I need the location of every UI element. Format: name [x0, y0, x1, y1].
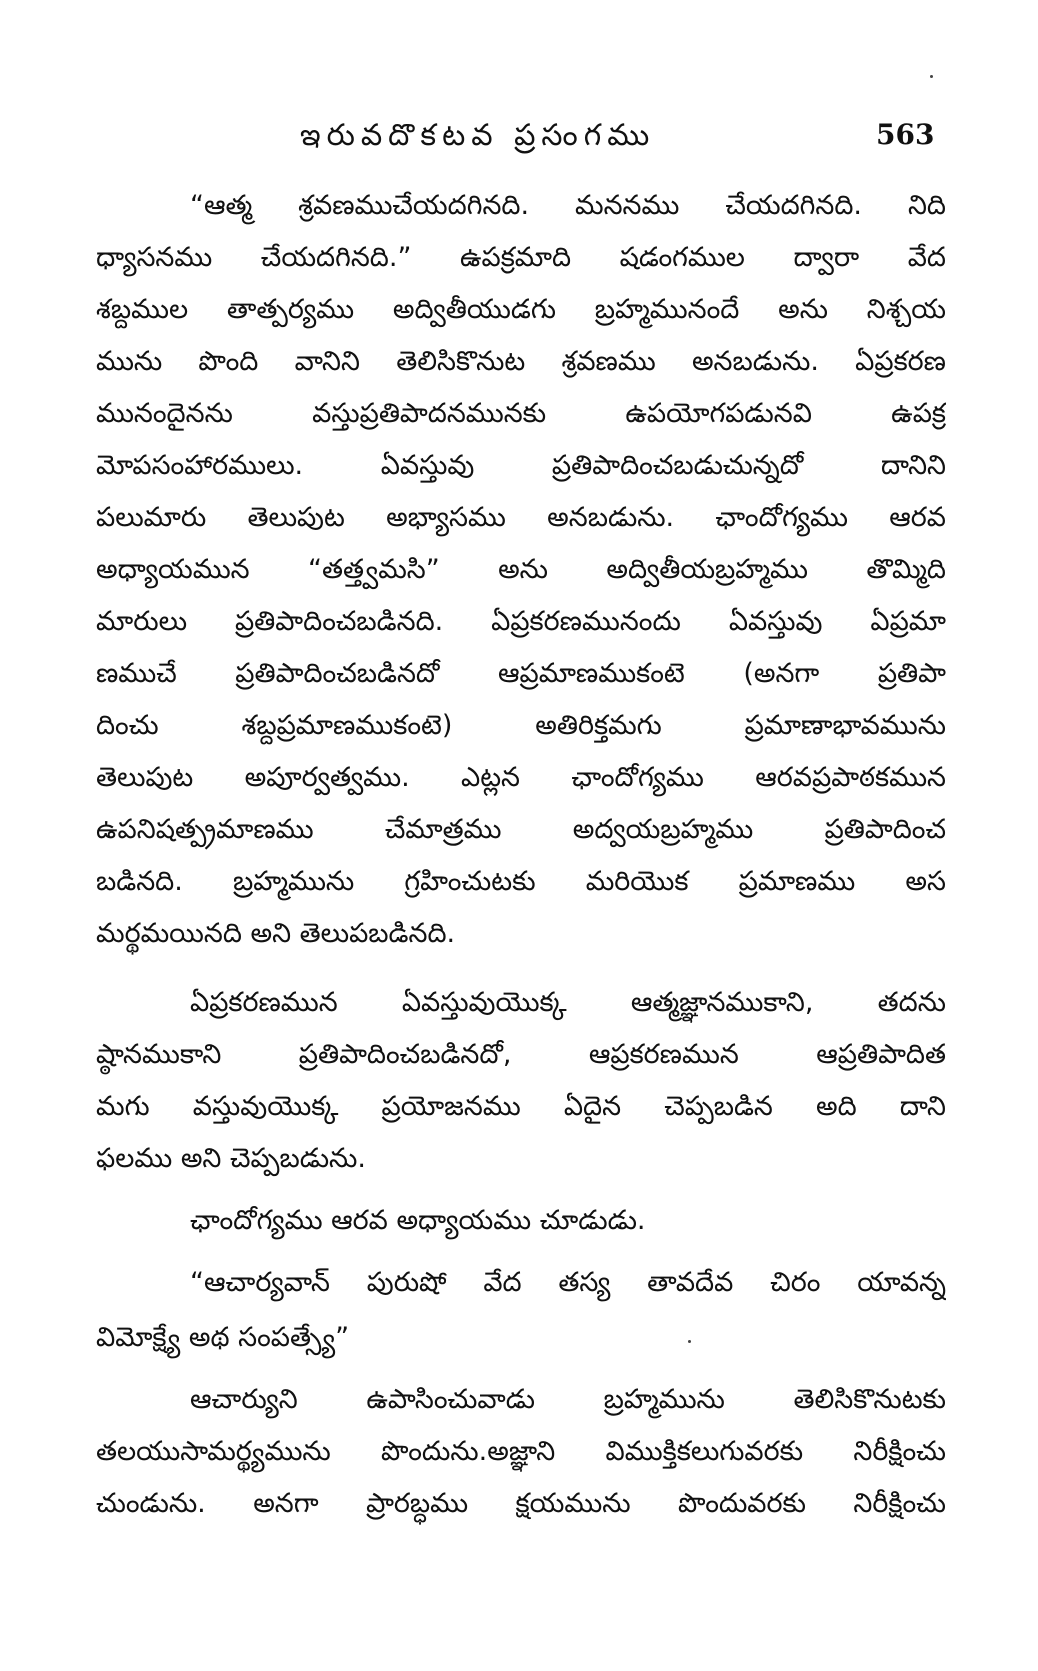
running-head: ఇరువదొకటవ ప్రసంగము	[300, 118, 656, 153]
text-line: ఆచార్యుని ఉపాసించువాడు బ్రహ్మమును తెలిసికొనుటకు	[190, 1384, 946, 1415]
text-line: ధ్యాసనము చేయదగినది.” ఉపక్రమాది షడంగముల ద్వారా వేద	[96, 242, 946, 273]
text-line: ణముచే ప్రతిపాదించబడినదో ఆప్రమాణముకంటె (అనగా ప్రతిపా	[96, 658, 946, 689]
text-line: ఫలము అని చెప్పబడును.	[96, 1143, 366, 1174]
text-line: దించు శబ్దప్రమాణముకంటె) అతిరిక్తమగు ప్రమాణాభావమును	[96, 710, 946, 741]
text-line: బడినది. బ్రహ్మమును గ్రహించుటకు మరియొక ప్రమాణము అస	[96, 866, 946, 897]
text-line: మర్థమయినది అని తెలుపబడినది.	[96, 918, 456, 949]
page-number: 563	[876, 118, 935, 151]
text-line: విమోక్ష్యే అథ సంపత్స్యే”	[96, 1322, 350, 1353]
text-line: ఏప్రకరణమున ఏవస్తువుయొక్క ఆత్మజ్ఞానముకాని, తదను	[190, 987, 946, 1018]
text-line: మును పొంది వానిని తెలిసికొనుట శ్రవణము అనబడును. ఏప్రకరణ	[96, 346, 946, 377]
text-line: ఛాందోగ్యము ఆరవ అధ్యాయము చూడుడు.	[190, 1205, 646, 1236]
text-line: చుండును. అనగా ప్రారబ్ధము క్షయమును పొందువరకు నిరీక్షించు	[96, 1488, 946, 1519]
text-line: ఉపనిషత్ప్రమాణము చేమాత్రము అద్వయబ్రహ్మము ప్రతిపాదించ	[96, 814, 946, 845]
text-line: తలయుసామర్థ్యమును పొందును.అజ్ఞాని విముక్తికలుగువరకు నిరీక్షించు	[96, 1436, 946, 1467]
text-line: ష్ఠానముకాని ప్రతిపాదించబడినదో, ఆప్రకరణమున ఆప్రతిపాదిత	[96, 1039, 946, 1070]
text-line: తెలుపుట అపూర్వత్వము. ఎట్లన ఛాందోగ్యము ఆరవప్రపాఠకమున	[96, 762, 946, 793]
text-line: మారులు ప్రతిపాదించబడినది. ఏప్రకరణమునందు ఏవస్తువు ఏప్రమా	[96, 606, 946, 637]
text-line: “ఆత్మ శ్రవణముచేయదగినది. మననము చేయదగినది. నిది	[190, 190, 946, 221]
text-line: “ఆచార్యవాన్ పురుషో వేద తస్య తావదేవ చిరం యావన్న	[190, 1267, 946, 1298]
text-line: శబ్దముల తాత్పర్యము అద్వితీయుడగు బ్రహ్మమునందే అను నిశ్చయ	[96, 294, 946, 325]
text-line: పలుమారు తెలుపుట అభ్యాసము అనబడును. ఛాందోగ్యము ఆరవ	[96, 502, 946, 533]
scan-speck	[688, 1340, 691, 1343]
text-line: మునందైనను వస్తుప్రతిపాదనమునకు ఉపయోగపడునవి ఉపక్ర	[96, 398, 946, 429]
text-line: మోపసంహారములు. ఏవస్తువు ప్రతిపాదించబడుచున్నదో దానిని	[96, 450, 946, 481]
text-line: మగు వస్తువుయొక్క ప్రయోజనము ఏదైన చెప్పబడిన అది దాని	[96, 1091, 946, 1122]
scan-speck	[930, 75, 933, 78]
text-line: అధ్యాయమున “తత్త్వమసి” అను అద్వితీయబ్రహ్మము తొమ్మిది	[96, 554, 946, 585]
